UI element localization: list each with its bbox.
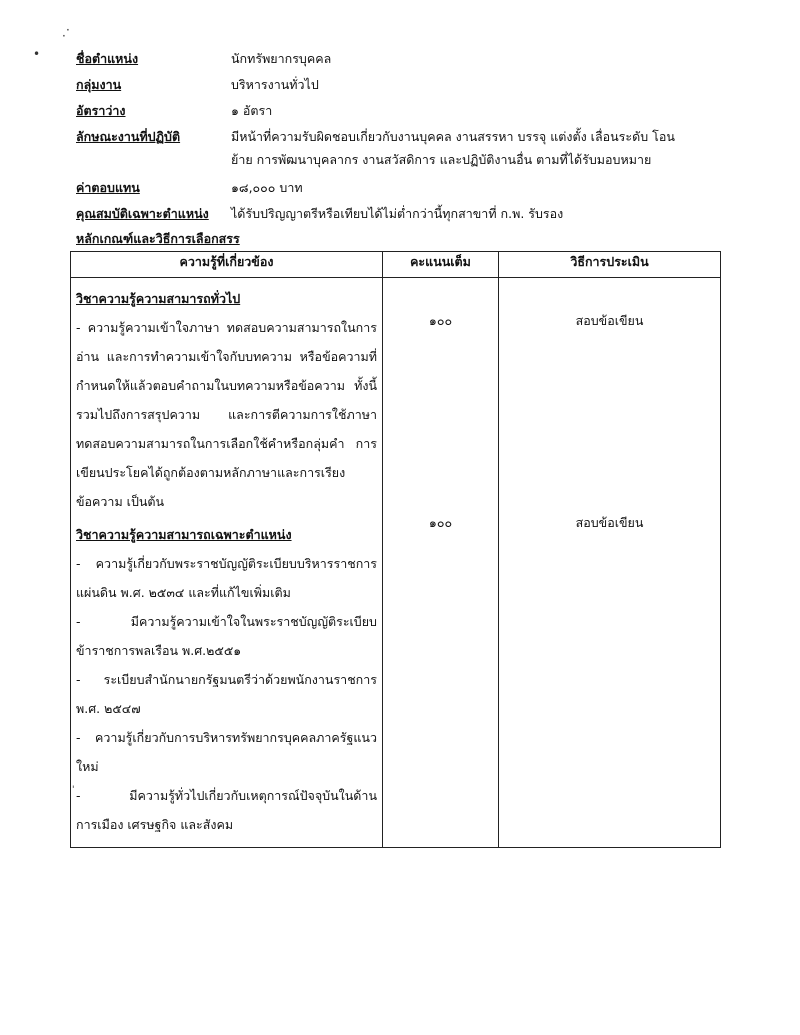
header-label: ชื่อตำแหน่ง [76,51,139,66]
header-value-continued: ย้าย การพัฒนาบุคลากร งานสวัสดิการ และปฏิบัติงานอื่น ตามที่ได้รับมอบหมาย [231,152,652,167]
header-row-position [76,49,776,73]
subject-item: - มีความรู้ความเข้าใจในพระราชบัญญัติระเบียบข้าราชการพลเรือน พ.ศ.๒๕๕๑ [76,614,377,658]
header-label: ลักษณะงานที่ปฏิบัติ [76,129,181,144]
criteria-table [70,251,721,848]
column-header-method: วิธีการประเมิน [499,252,721,278]
subject-title: วิชาความรู้ความสามารถเฉพาะตำแหน่ง [76,527,292,542]
header-row-duties [76,127,776,175]
subject-item: - ระเบียบสำนักนายกรัฐมนตรีว่าด้วยพนักงานราชการ พ.ศ. ๒๕๔๗ [76,672,377,716]
scan-speck: · [66,23,70,37]
score-cell [383,278,499,848]
scan-speck: • [33,47,41,61]
score-value: ๑๐๐ [428,515,453,530]
method-value: สอบข้อเขียน [575,515,644,530]
column-header-score: คะแนนเต็ม [383,252,499,278]
table-header-row [71,252,721,278]
scan-speck: ' [72,785,75,795]
knowledge-cell [71,278,383,848]
scan-speck: · [62,29,66,43]
header-value: มีหน้าที่ความรับผิดชอบเกี่ยวกับงานบุคคล งานสรรหา บรรจุ แต่งตั้ง เลื่อนระดับ โอน [231,129,675,144]
header-value: ได้รับปริญญาตรีหรือเทียบได้ไม่ต่ำกว่านี้ทุกสาขาที่ ก.พ. รับรอง [231,206,564,221]
header-value: นักทรัพยากรบุคคล [231,51,332,66]
method-cell [499,278,721,848]
subject-item: - ความรู้เกี่ยวกับพระราชบัญญัติระเบียบบริหารราชการแผ่นดิน พ.ศ. ๒๕๓๔ และที่แก้ไขเพิ่มเติม [76,556,377,600]
column-header-knowledge: ความรู้ที่เกี่ยวข้อง [71,252,383,278]
header-label: ค่าตอบแทน [76,180,140,195]
header-label: อัตราว่าง [76,103,126,118]
subject-item: - ความรู้เกี่ยวกับการบริหารทรัพยากรบุคคลภาครัฐแนวใหม่ [76,730,377,774]
method-value: สอบข้อเขียน [575,313,644,328]
header-label: กลุ่มงาน [76,77,122,92]
header-value: บริหารงานทั่วไป [231,77,319,92]
header-row-vacancy [76,101,776,125]
subject-item: - มีความรู้ทั่วไปเกี่ยวกับเหตุการณ์ปัจจุบันในด้านการเมือง เศรษฐกิจ และสังคม [76,788,377,832]
header-row-group [76,75,776,99]
score-value: ๑๐๐ [428,313,453,328]
table-row [71,278,721,848]
header-row-salary [76,178,776,202]
header-value: ๑ อัตรา [231,103,273,118]
subject-item: - ความรู้ความเข้าใจภาษา ทดสอบความสามารถในการอ่าน และการทำความเข้าใจกับบทความ หรือข้อความที่กำหนดให้แล้วตอบคำถามในบทความหรือข้อความ ทั้งนี้รวมไปถึงการสรุปความ และการตีความการใช้ภาษาทดสอบความสามารถในการเลือกใช้คำหรือกลุ่มคำ การเขียนประโยคได้ถูกต้องตามหลักภาษาและการเรียงข้อความ เป็นต้น [76,320,377,509]
header-value: ๑๘,๐๐๐ บาท [231,180,303,195]
header-row-qualification [76,204,776,228]
section-title: หลักเกณฑ์และวิธีการเลือกสรร [76,231,240,246]
header-label: คุณสมบัติเฉพาะตำแหน่ง [76,206,209,221]
subject-title: วิชาความรู้ความสามารถทั่วไป [76,291,241,306]
